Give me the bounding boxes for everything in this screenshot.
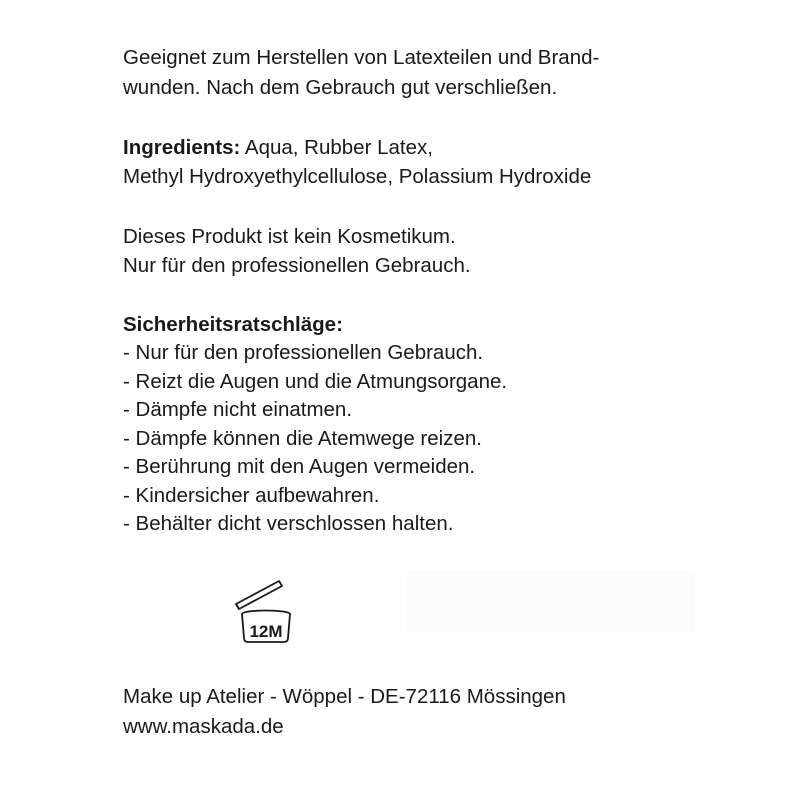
notice-line-1: Dieses Produkt ist kein Kosmetikum. xyxy=(123,225,456,248)
ingredients-text: Aqua, Rubber Latex, xyxy=(240,136,433,159)
footer-website: www.maskada.de xyxy=(123,715,284,738)
safety-item: - Kindersicher aufbewahren. xyxy=(123,484,380,507)
ingredients-line-2: Methyl Hydroxyethylcellulose, Polassium Hydroxide xyxy=(123,165,592,188)
ingredients-line-1 xyxy=(123,134,433,162)
usage-line-2: wunden. Nach dem Gebrauch gut verschließen. xyxy=(123,76,558,99)
blank-area xyxy=(407,570,695,632)
usage-line-1: Geeignet zum Herstellen von Latexteilen und Brand- xyxy=(123,46,600,69)
safety-item: - Dämpfe können die Atemwege reizen. xyxy=(123,427,482,450)
safety-item: - Berührung mit den Augen vermeiden. xyxy=(123,455,476,478)
safety-item: - Nur für den professionellen Gebrauch. xyxy=(123,341,484,364)
safety-item: - Dämpfe nicht einatmen. xyxy=(123,398,353,421)
ingredients-label: Ingredients: xyxy=(123,136,241,159)
period-after-opening-symbol xyxy=(230,578,294,646)
safety-item: - Reizt die Augen und die Atmungsorgane. xyxy=(123,370,508,393)
safety-heading: Sicherheitsratschläge: xyxy=(123,313,343,336)
pao-label: 12M xyxy=(249,622,283,641)
safety-item: - Behälter dicht verschlossen halten. xyxy=(123,512,454,535)
open-jar-icon xyxy=(230,578,294,646)
notice-line-2: Nur für den professionellen Gebrauch. xyxy=(123,254,471,277)
footer-address: Make up Atelier - Wöppel - DE-72116 Mössingen xyxy=(123,685,566,708)
